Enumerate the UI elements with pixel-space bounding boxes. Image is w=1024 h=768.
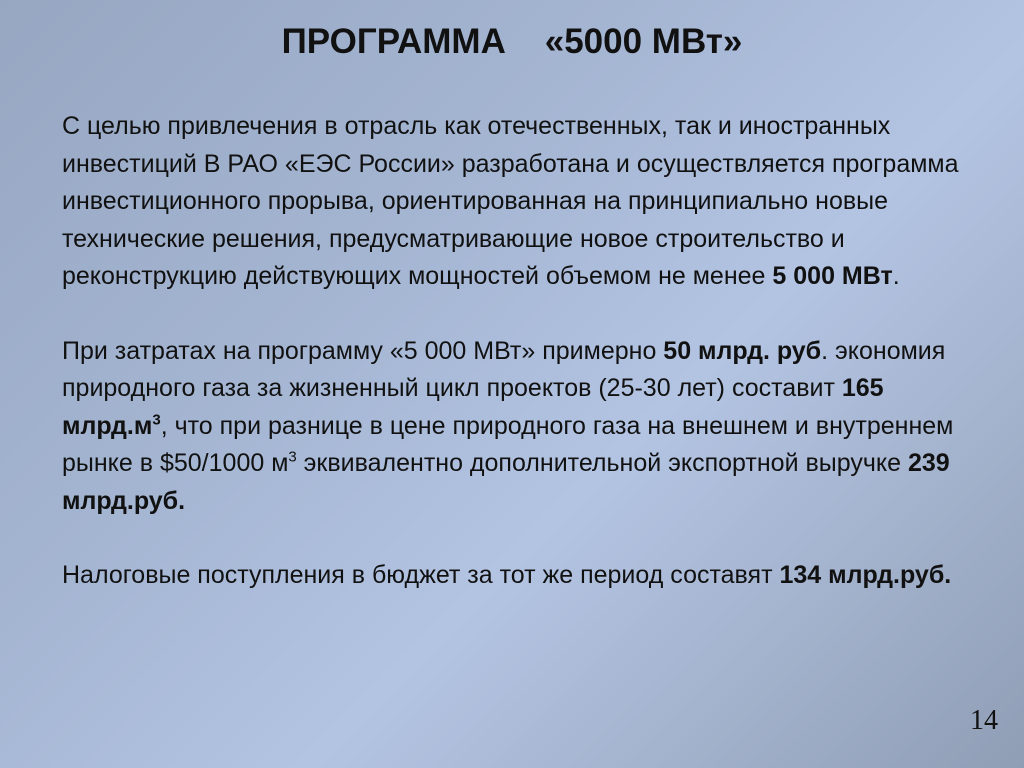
paragraph-text: . экономия природного газа за жизненный цикл проектов (25-30 лет) составит: [62, 336, 946, 402]
slide-title: ПРОГРАММА «5000 МВт»: [281, 22, 743, 61]
page-number: 14: [970, 705, 998, 736]
punctuation: .: [892, 262, 900, 290]
paragraph-tax-revenue: [62, 557, 982, 595]
paragraph-text: Налоговые поступления в бюджет за тот же период составят: [62, 561, 780, 589]
superscript: 3: [152, 411, 161, 429]
cost-value: 50 млрд. руб: [663, 336, 822, 365]
paragraph-text: , что при разнице в цене природного газа на внешнем и внутреннем рынке в $50/1000 м: [62, 411, 954, 477]
paragraph-text: При затратах на программу «5 000 МВт» примерно: [62, 336, 664, 365]
export-revenue-value: 239 млрд.руб.: [62, 449, 950, 515]
capacity-value: 5 000 МВт: [772, 262, 893, 290]
gas-savings-number: 165 млрд.м: [62, 374, 884, 440]
paragraph-investment-program: [62, 108, 982, 296]
tax-revenue-value: 134 млрд.руб.: [779, 561, 952, 589]
slide-body: [62, 108, 982, 595]
paragraph-text: С целью привлечения в отрасль как отечественных, так и иностранных инвестиций В РАО «ЕЭС России» разработана и осуществляется программа инвестиционного прорыва, ориентированная на принципиально новые технические решения, предусматривающие новое строительство и реконструкцию действующих мощностей объемом не менее: [62, 112, 959, 290]
superscript: 3: [288, 448, 297, 466]
paragraph-text: эквивалентно дополнительной экспортной выручке: [296, 449, 908, 477]
paragraph-economics: [62, 333, 982, 521]
